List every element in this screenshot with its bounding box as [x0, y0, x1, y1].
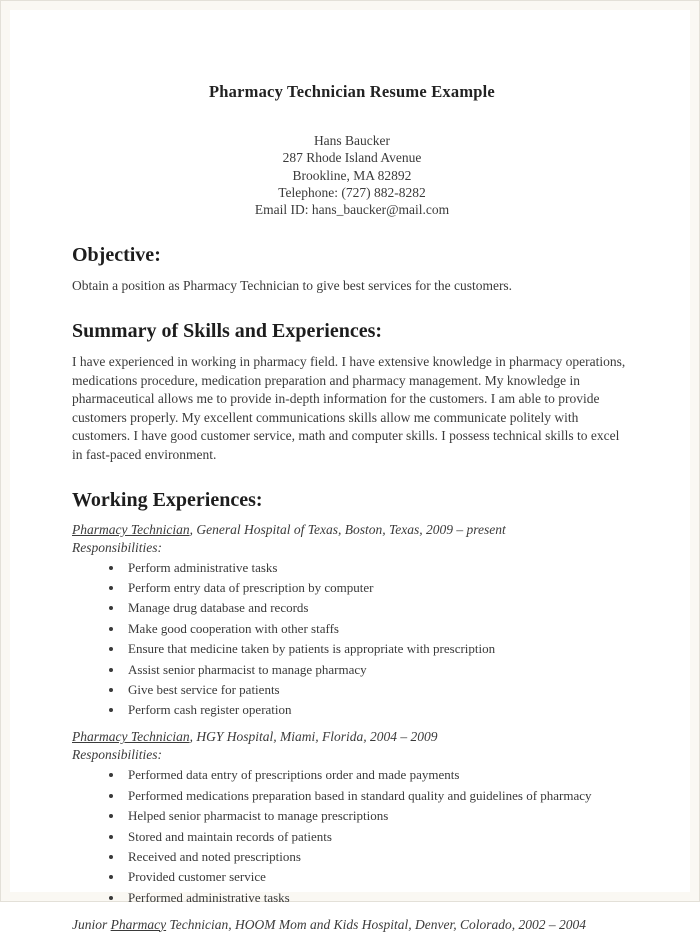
third-job-rest: Technician, HOOM Mom and Kids Hospital, Denver, Colorado, 2002 – 2004: [166, 916, 586, 932]
responsibility-item: • Manage drug database and records: [124, 600, 632, 617]
responsibility-item: • Perform entry data of prescription by computer: [124, 580, 632, 597]
third-job-link[interactable]: Pharmacy: [110, 916, 167, 932]
responsibility-item: • Assist senior pharmacist to manage pharmacy: [124, 662, 632, 679]
responsibility-item: • Ensure that medicine taken by patients is appropriate with prescription: [124, 641, 632, 658]
responsibility-item: • Give best service for patients: [124, 682, 632, 699]
objective-text: Obtain a position as Pharmacy Technician to give best services for the customers.: [72, 278, 513, 294]
third-job-line: [72, 917, 632, 933]
experience-heading: Working Experiences:: [72, 488, 263, 511]
job-title-rest: , General Hospital of Texas, Boston, Texas, 2009 – present: [189, 521, 506, 537]
job-title-line: [72, 729, 632, 745]
responsibilities-label: Responsibilities:: [72, 747, 162, 763]
job-title-rest: , HGY Hospital, Miami, Florida, 2004 – 2009: [189, 729, 438, 745]
responsibility-item: • Stored and maintain records of patients: [124, 829, 632, 846]
responsibility-item: • Helped senior pharmacist to manage prescriptions: [124, 808, 632, 825]
contact-name: Hans Baucker: [313, 133, 391, 148]
job-title-line: [72, 522, 632, 538]
resume-page: [10, 10, 690, 932]
responsibility-item: • Performed medications preparation based in standard quality and guidelines of pharmacy: [124, 788, 632, 805]
responsibility-item: • Performed data entry of prescriptions order and made payments: [124, 767, 632, 784]
contact-city-state-zip: Brookline, MA 82892: [292, 167, 412, 183]
responsibility-item: • Perform administrative tasks: [124, 560, 632, 577]
summary-text: I have experienced in working in pharmacy field. I have extensive knowledge in pharmacy operations, medications procedure, medication preparation and pharmacy management. My knowledge in pharmaceutical allows me to provide in-depth information for the customers. I am able to provide customers properly. My excellent communications skills allow me communicate politely with customers. I have good customer service, math and computer skills. I possess technical skills to excel in fast-paced environment.: [72, 353, 626, 463]
responsibility-item: • Make good cooperation with other staffs: [124, 621, 632, 638]
job-title-link[interactable]: Pharmacy Technician: [72, 521, 190, 537]
responsibility-item: • Received and noted prescriptions: [124, 849, 632, 866]
responsibility-item: • Perform cash register operation: [124, 702, 632, 719]
summary-heading: Summary of Skills and Experiences:: [72, 319, 383, 342]
contact-address: 287 Rhode Island Avenue: [282, 150, 422, 166]
responsibilities-label: Responsibilities:: [72, 539, 162, 555]
contact-email: Email ID: hans_baucker@mail.com: [254, 202, 450, 218]
responsibility-item: • Performed administrative tasks: [124, 890, 632, 907]
responsibilities-list: [72, 767, 632, 906]
contact-block: [72, 132, 632, 218]
document-title: Pharmacy Technician Resume Example: [209, 82, 495, 101]
job-title-link[interactable]: Pharmacy Technician: [72, 729, 190, 745]
responsibilities-list: [72, 560, 632, 720]
objective-heading: Objective:: [72, 244, 161, 267]
contact-telephone: Telephone: (727) 882-8282: [278, 184, 426, 200]
third-job-prefix: Junior: [72, 916, 111, 932]
responsibility-item: • Provided customer service: [124, 869, 632, 886]
